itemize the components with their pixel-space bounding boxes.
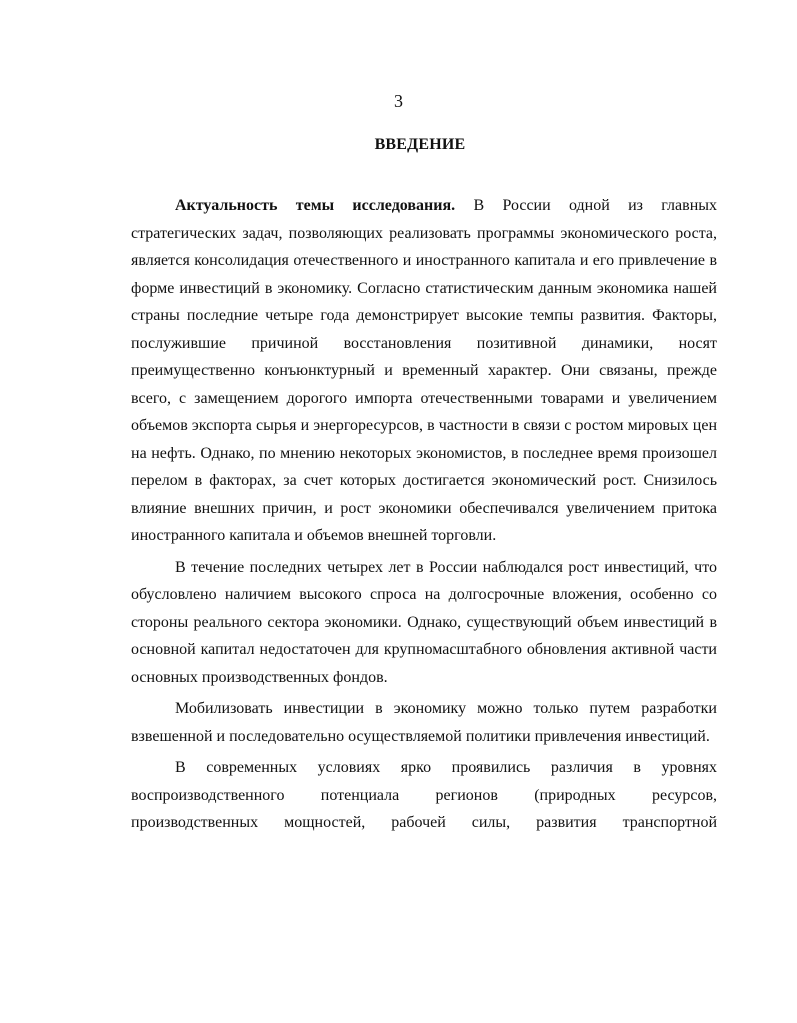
body-text	[131, 192, 717, 837]
page-number: 3	[394, 91, 403, 111]
paragraph-text: Мобилизовать инвестиции в экономику можно только путем разработки взвешенной и последовательно осуществляемой политики привлечения инвестиций.	[131, 700, 717, 745]
paragraph-text: В течение последних четырех лет в России наблюдался рост инвестиций, что обусловлено наличием высокого спроса на долгосрочные вложения, особенно со стороны реального сектора экономики. Однако, существующий объем инвестиций в основной капитал недостаточен для крупномасштабного обновления активной части основных производственных фондов.	[131, 558, 717, 686]
paragraph-investment-growth	[131, 554, 717, 692]
paragraph-text: В современных условиях ярко проявились различия в уровнях воспроизводственного потенциала регионов (природных ресурсов, производственных мощностей, рабочей силы, развития транспортной	[131, 759, 717, 831]
paragraph-text: В России одной из главных стратегических задач, позволяющих реализовать программы экономического роста, является консолидация отечественного и иностранного капитала и его привлечение в форме инвестиций в экономику. Согласно статистическим данным экономика нашей страны последние четыре года демонстрирует высокие темпы развития. Факторы, послужившие причиной восстановления позитивной динамики, носят преимущественно конъюнктурный и временный характер. Они связаны, прежде всего, с замещением дорогого импорта отечественными товарами и увеличением объемов экспорта сырья и энергоресурсов, в частности в связи с ростом мировых цен на нефть. Однако, по мнению некоторых экономистов, в последнее время произошел перелом в факторах, за счет которых достигается экономический рост. Снизилось влияние внешних причин, и рост экономики обеспечивался увеличением притока иностранного капитала и объемов внешней торговли.	[131, 197, 718, 544]
page-title: ВВЕДЕНИЕ	[374, 136, 466, 153]
paragraph-relevance	[131, 192, 717, 550]
paragraph-lead: Актуальность темы исследования.	[175, 197, 456, 214]
paragraph-regional-differences	[131, 754, 717, 837]
paragraph-mobilization	[131, 695, 717, 750]
